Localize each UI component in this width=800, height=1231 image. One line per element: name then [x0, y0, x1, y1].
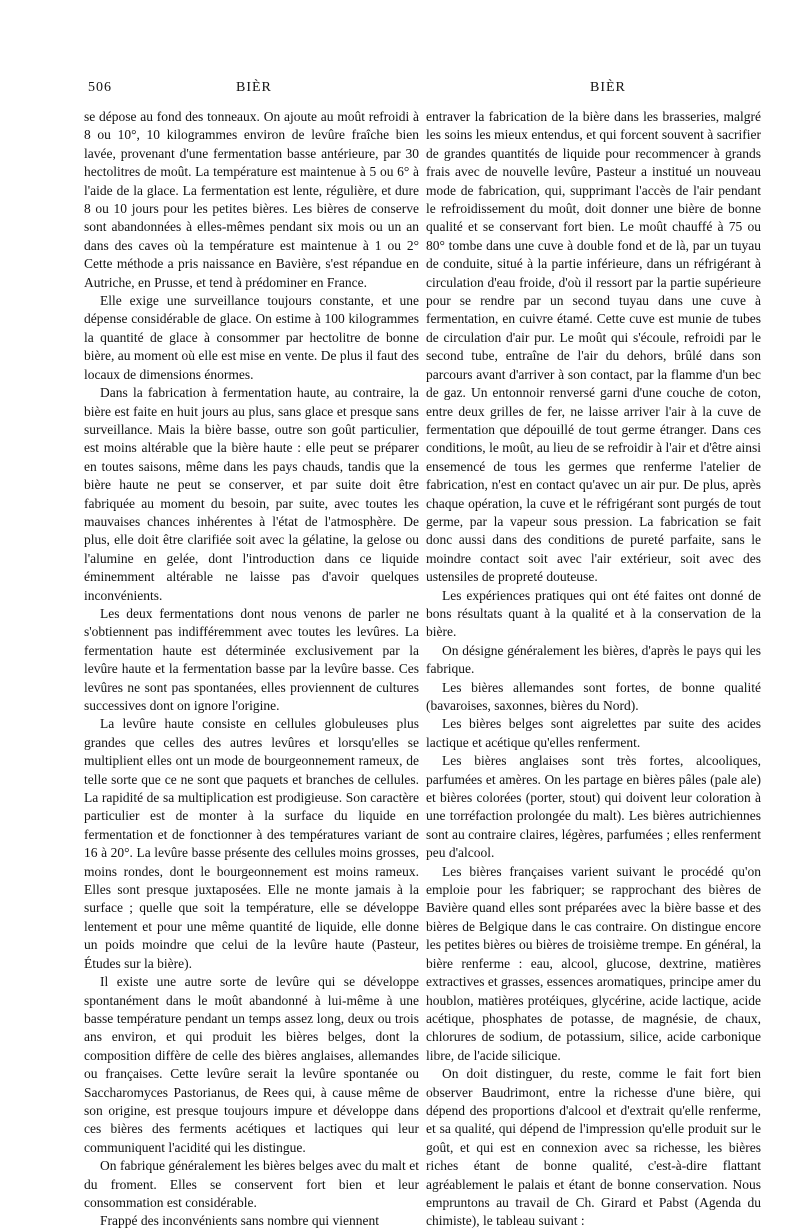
paragraph: On fabrique généralement les bières belges avec du malt et du froment. Elles se conservent fort bien et leur consommation est considérable.	[84, 1158, 419, 1210]
paragraph: Les expériences pratiques qui ont été faites ont donné de bons résultats quant à la qualité et à la conservation de la bière.	[426, 587, 761, 640]
right-column	[426, 108, 761, 1231]
paragraph: La levûre haute consiste en cellules globuleuses plus grandes que celles des autres levûres et lorsqu'elles se multiplient elles ont un mode de bourgeonnement rameux, de telle sorte que ce ne sont que paquets et branches de cellules. La rapidité de sa multiplication est prodigieuse. Son caractère particulier est de monter à la surface du liquide en fermentation et de fonctionner à des températures variant de 16 à 20°. La levûre basse présente des cellules moins grosses, moins rondes, dont le bourgeonnement est moins rameux. Elles sont presque juxtaposées. Elle ne monte jamais à la surface ; quelle que soit la température, elle se développe lentement et pour une même quantité de liquide, elle donne un poids moindre que celui de la levûre haute (Pasteur, Études sur la bière).	[84, 716, 419, 971]
paragraph: Dans la fabrication à fermentation haute, au contraire, la bière est faite en huit jours au plus, sans glace et presque sans surveillance. Mais la bière basse, outre son goût particulier, est moins altérable que la bière haute : elle peut se préparer en toutes saisons, même dans les pays chauds, tandis que la bière haute ne peut se conserver, et par suite doit être fabriquée au moment du besoin, par suite, avec toutes les mauvaises chances inhérentes à l'état de l'atmosphère. De plus, elle doit être clarifiée soit avec la gélatine, la gelose ou l'alumine en gelée, dont l'introduction dans ce liquide éminemment altérable ne laisse pas d'avoir quelques inconvénients.	[84, 385, 419, 603]
paragraph: Les bières françaises varient suivant le procédé qu'on emploie pour les fabriquer; se rapprochant des bières de Bavière quand elles sont préparées avec la bière basse et des bières de Belgique dans le cas contraire. On distingue encore les petites bières ou bières de troisième trempe. En général, la bière renferme : eau, alcool, glucose, dextrine, matières extractives et grasses, essences aromatiques, principe amer du houblon, matières protéiques, glycérine, acide lactique, acide acétique, phosphates de potasse, de magnésie, de chaux, chlorures de sodium, de potassium, silice, acide carbonique libre, de l'acide silicique.	[426, 863, 761, 1063]
paragraph: On doit distinguer, du reste, comme le fait fort bien observer Baudrimont, entre la richesse d'une bière, qui dépend des proportions d'alcool et d'extrait qu'elle renferme, et sa qualité, qui dépend de l'impression qu'elle produit sur le goût, et qui est en connexion avec sa richesse, les bières riches étant de bonne qualité, c'est-à-dire flattant agréablement le palais et étant de bonne conservation. Nous empruntons au travail de Ch. Girard et Pabst (Agenda du chimiste), le tableau suivant :	[426, 1066, 761, 1229]
paragraph: entraver la fabrication de la bière dans les brasseries, malgré les soins les mieux entendus, et qui forcent souvent à sacrifier de grandes quantités de liquide pour recommencer à grands frais avec de nouvelle levûre, Pasteur a institué un nouveau mode de fabrication, qui, supprimant l'accès de l'air pendant le refroidissement du moût, doit donner une bière de bonne qualité et se conservant fort bien. Le moût chauffé à 75 ou 80° tombe dans une cuve à double fond et de là, par un tuyau de conduite, situé à la partie inférieure, dans un réfrigérant à circulation d'eau froide, d'où il ressort par la partie supérieure pour se rendre par un second tuyau dans une cuve à fermentation, en cuivre étamé. Cette cuve est munie de tubes de circulation d'air pur. Le moût qui s'écoule, refroidi par le second tube, entraîne de l'air du dehors, brûlé dans son parcours avant d'arriver à son contact, par la flamme d'un bec de gaz. Un entonnoir renversé garni d'une couche de coton, entre deux grilles de fer, ne laisse arriver l'air à la cuve de fermentation que dépouillé de tout germe étranger. Dans ces conditions, le moût, au lieu de se refroidir à l'air et d'être ainsi ensemencé de tous les germes que renferme l'atelier de fabrication, n'est en contact qu'avec un air pur. De plus, après chaque opération, la cuve et le réfrigérant sont purgés de tout germe, par la vapeur sous pression. La fabrication se fait donc aussi dans des conditions de pureté parfaite, sans le moindre contact soit avec l'air extérieur, soit avec des ustensiles de propreté douteuse.	[426, 109, 761, 585]
paragraph: Frappé des inconvénients sans nombre qui viennent	[100, 1213, 379, 1229]
running-head-left: BIÈR	[236, 80, 272, 95]
left-column	[84, 108, 419, 1231]
paragraph: Les bières allemandes sont fortes, de bonne qualité (bavaroises, saxonnes, bières du Nord).	[426, 679, 761, 713]
paragraph: Il existe une autre sorte de levûre qui se développe spontanément dans le moût abandonné à lui-même à une basse température pendant un temps assez long, deux ou trois ans environ, et qui produit les bières belges, dont la composition diffère de celle des bières anglaises, allemandes ou françaises. Cette levûre serait la levûre spontanée ou Saccharomyces Pastorianus, de Rees qui, à cause même de son origine, est presque toujours impure et développe dans ces bières des ferments acétiques et lactiques qui leur communiquent l'acidité qui les distingue.	[84, 974, 419, 1155]
page-number: 506	[88, 80, 112, 95]
paragraph: se dépose au fond des tonneaux. On ajoute au moût refroidi à 8 ou 10°, 10 kilogrammes environ de levûre fraîche bien lavée, provenant d'une fermentation basse antérieure, par 30 hectolitres de moût. La température est maintenue à 5 ou 6° à l'aide de la glace. La fermentation est lente, régulière, et dure 8 ou 10 jours pour les petites bières. Les bières de conserve sont abandonnées à elles-mêmes pendant six mois ou un an dans des caves où la température est maintenue à 1 ou 2° Cette méthode a pris naissance en Bavière, s'est répandue en Autriche, en Prusse, et tend à prédominer en France.	[84, 109, 419, 290]
running-head-right: BIÈR	[590, 80, 626, 95]
paragraph: Les deux fermentations dont nous venons de parler ne s'obtiennent pas indifféremment avec toutes les levûres. La fermentation haute est déterminée exclusivement par la levûre haute et la fermentation basse par la levûre basse. Ces levûres ne sont pas spontanées, elles proviennent de cultures successives dont on ignore l'origine.	[84, 605, 419, 713]
paragraph: Les bières belges sont aigrelettes par suite des acides lactique et acétique qu'elles renferment.	[426, 716, 761, 750]
paragraph: Elle exige une surveillance toujours constante, et une dépense considérable de glace. On estime à 100 kilogrammes la quantité de glace à consommer par hectolitre de bonne bière, au moment où elle est mise en vente. De plus il faut des locaux de dimensions énormes.	[84, 293, 419, 382]
paragraph: Les bières anglaises sont très fortes, alcooliques, parfumées et amères. On les partage en bières pâles (pale ale) et bières colorées (porter, stout) qui doivent leur coloration à une torréfaction prolongée du malt). Les bières autrichiennes sont au contraire claires, légères, parfumées ; elles renferment peu d'alcool.	[426, 753, 761, 861]
paragraph: On désigne généralement les bières, d'après le pays qui les fabrique.	[426, 642, 761, 677]
